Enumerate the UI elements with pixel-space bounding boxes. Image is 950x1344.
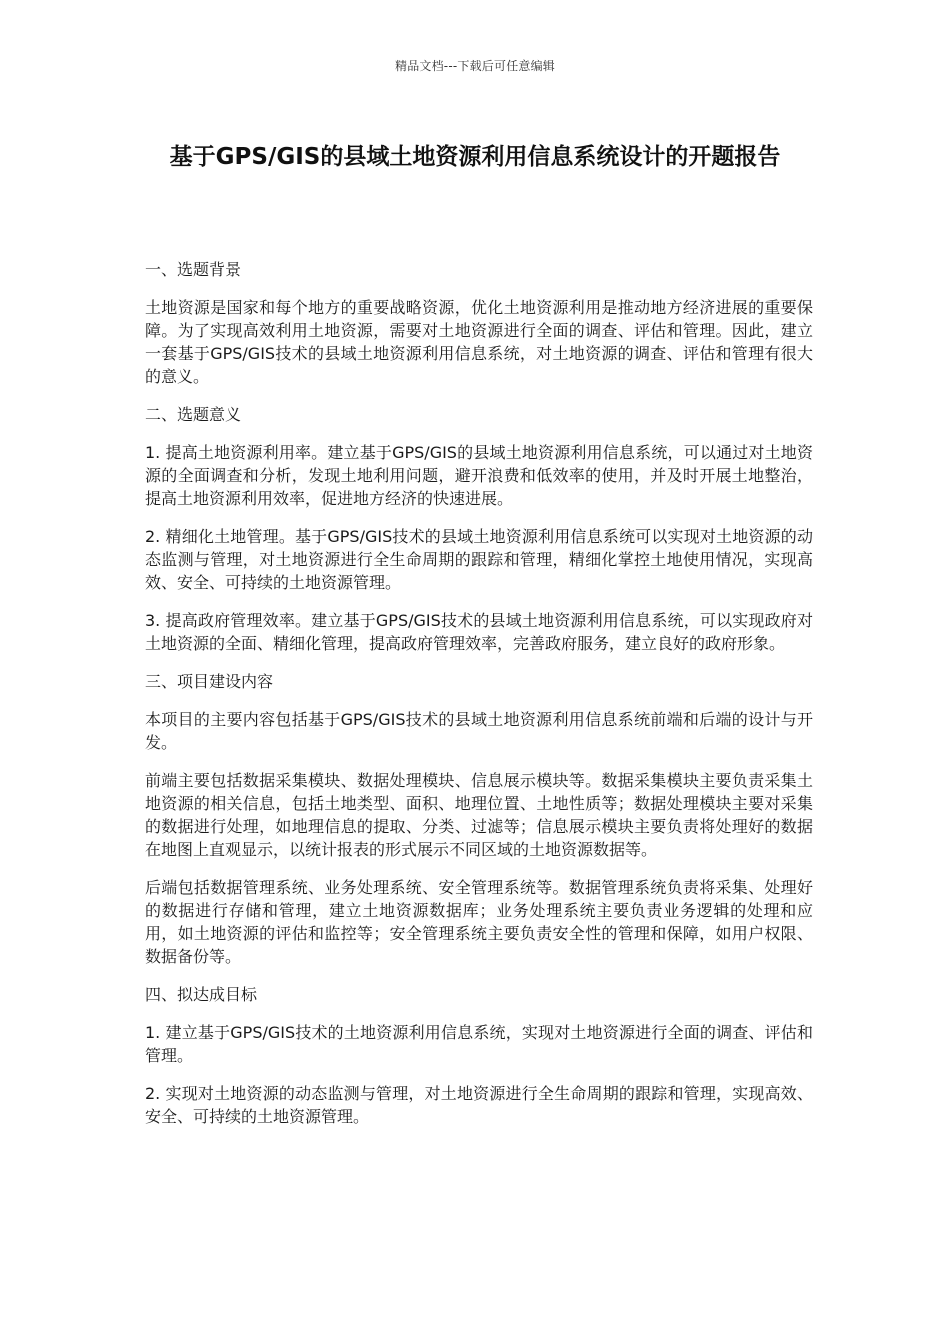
section-heading: 二、选题意义	[145, 405, 242, 424]
section-heading: 三、项目建设内容	[145, 672, 274, 691]
paragraph: 本项目的主要内容包括基于GPS/GIS技术的县域土地资源利用信息系统前端和后端的设计与开发。	[145, 710, 813, 752]
section-significance	[145, 403, 813, 655]
header-note: 精品文档---下载后可任意编辑	[395, 59, 555, 73]
paragraph: 后端包括数据管理系统、业务处理系统、安全管理系统等。数据管理系统负责将采集、处理好的数据进行存储和管理，建立土地资源数据库；业务处理系统主要负责业务逻辑的处理和应用，如土地资源的评估和监控等；安全管理系统主要负责安全性的管理和保障，如用户权限、数据备份等。	[145, 878, 813, 966]
document-body	[145, 258, 813, 1143]
paragraph: 2. 实现对土地资源的动态监测与管理，对土地资源进行全生命周期的跟踪和管理，实现高效、安全、可持续的土地资源管理。	[145, 1084, 813, 1126]
section-construction-content	[145, 670, 813, 968]
section-goals	[145, 983, 813, 1128]
paragraph: 土地资源是国家和每个地方的重要战略资源，优化土地资源利用是推动地方经济进展的重要保障。为了实现高效利用土地资源，需要对土地资源进行全面的调查、评估和管理。因此，建立一套基于GPS/GIS技术的县域土地资源利用信息系统，对土地资源的调查、评估和管理有很大的意义。	[145, 298, 813, 386]
section-background	[145, 258, 813, 388]
paragraph: 1. 提高土地资源利用率。建立基于GPS/GIS的县域土地资源利用信息系统，可以通过对土地资源的全面调查和分析，发现土地利用问题，避开浪费和低效率的使用，并及时开展土地整治，提高土地资源利用效率，促进地方经济的快速进展。	[145, 443, 813, 508]
paragraph: 3. 提高政府管理效率。建立基于GPS/GIS技术的县域土地资源利用信息系统，可以实现政府对土地资源的全面、精细化管理，提高政府管理效率，完善政府服务，建立良好的政府形象。	[145, 611, 813, 653]
document-title: 基于GPS/GIS的县域土地资源利用信息系统设计的开题报告	[169, 144, 781, 170]
paragraph: 前端主要包括数据采集模块、数据处理模块、信息展示模块等。数据采集模块主要负责采集土地资源的相关信息，包括土地类型、面积、地理位置、土地性质等；数据处理模块主要对采集的数据进行处理，如地理信息的提取、分类、过滤等；信息展示模块主要负责将处理好的数据在地图上直观显示，以统计报表的形式展示不同区域的土地资源数据等。	[145, 771, 813, 859]
section-heading: 四、拟达成目标	[145, 985, 258, 1004]
paragraph: 1. 建立基于GPS/GIS技术的土地资源利用信息系统，实现对土地资源进行全面的调查、评估和管理。	[145, 1023, 813, 1065]
section-heading: 一、选题背景	[145, 260, 242, 279]
paragraph: 2. 精细化土地管理。基于GPS/GIS技术的县域土地资源利用信息系统可以实现对土地资源的动态监测与管理，对土地资源进行全生命周期的跟踪和管理，精细化掌控土地使用情况，实现高效、安全、可持续的土地资源管理。	[145, 527, 813, 592]
